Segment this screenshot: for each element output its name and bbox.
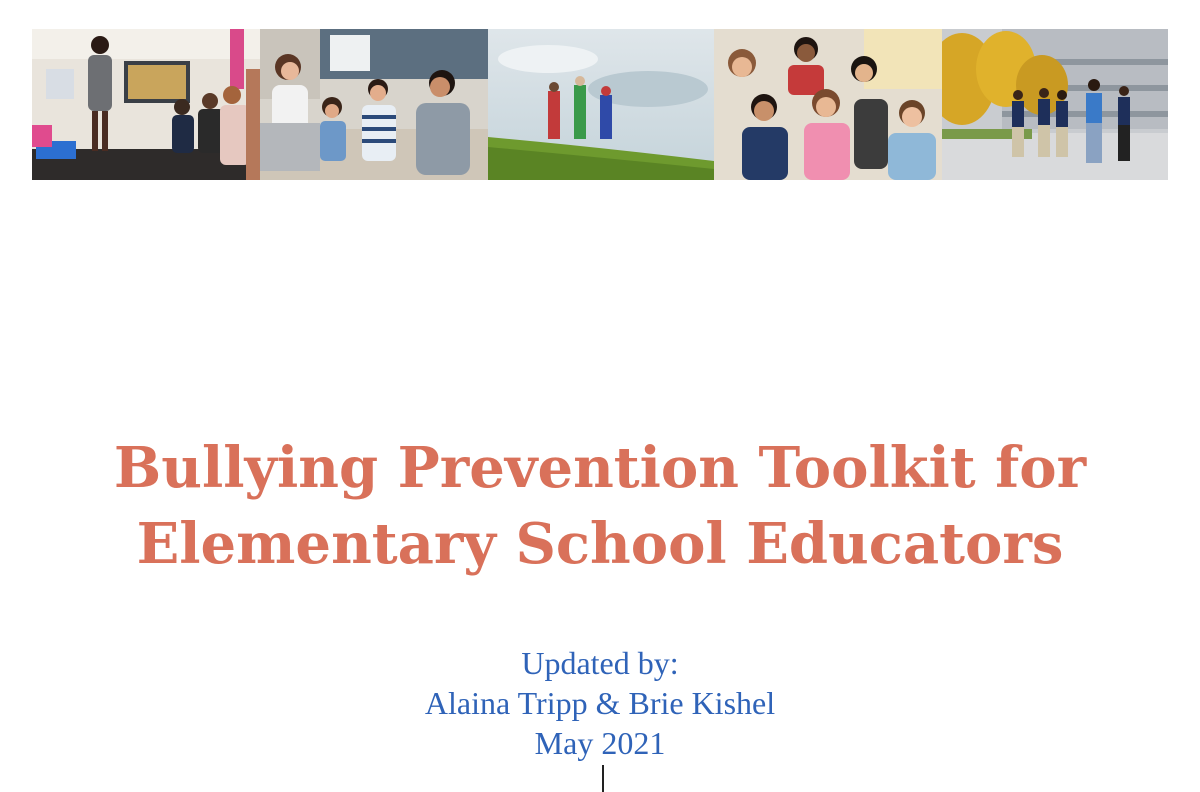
header-photo-strip [32, 29, 1168, 180]
authors: Alaina Tripp & Brie Kishel [424, 685, 776, 721]
family-laptop-photo [260, 29, 488, 180]
superhero-kids-photo [488, 29, 714, 180]
classroom-teacher-photo [32, 29, 260, 180]
publication-date: May 2021 [534, 725, 666, 761]
title-line-2: Elementary School Educators [136, 510, 1064, 577]
students-walking-campus-photo [942, 29, 1168, 180]
document-title [0, 430, 1200, 582]
updated-by-label: Updated by: [521, 645, 679, 681]
text-cursor [602, 765, 604, 792]
students-group-photo [714, 29, 942, 180]
title-line-1: Bullying Prevention Toolkit for [113, 434, 1087, 501]
credits-block [0, 643, 1200, 763]
